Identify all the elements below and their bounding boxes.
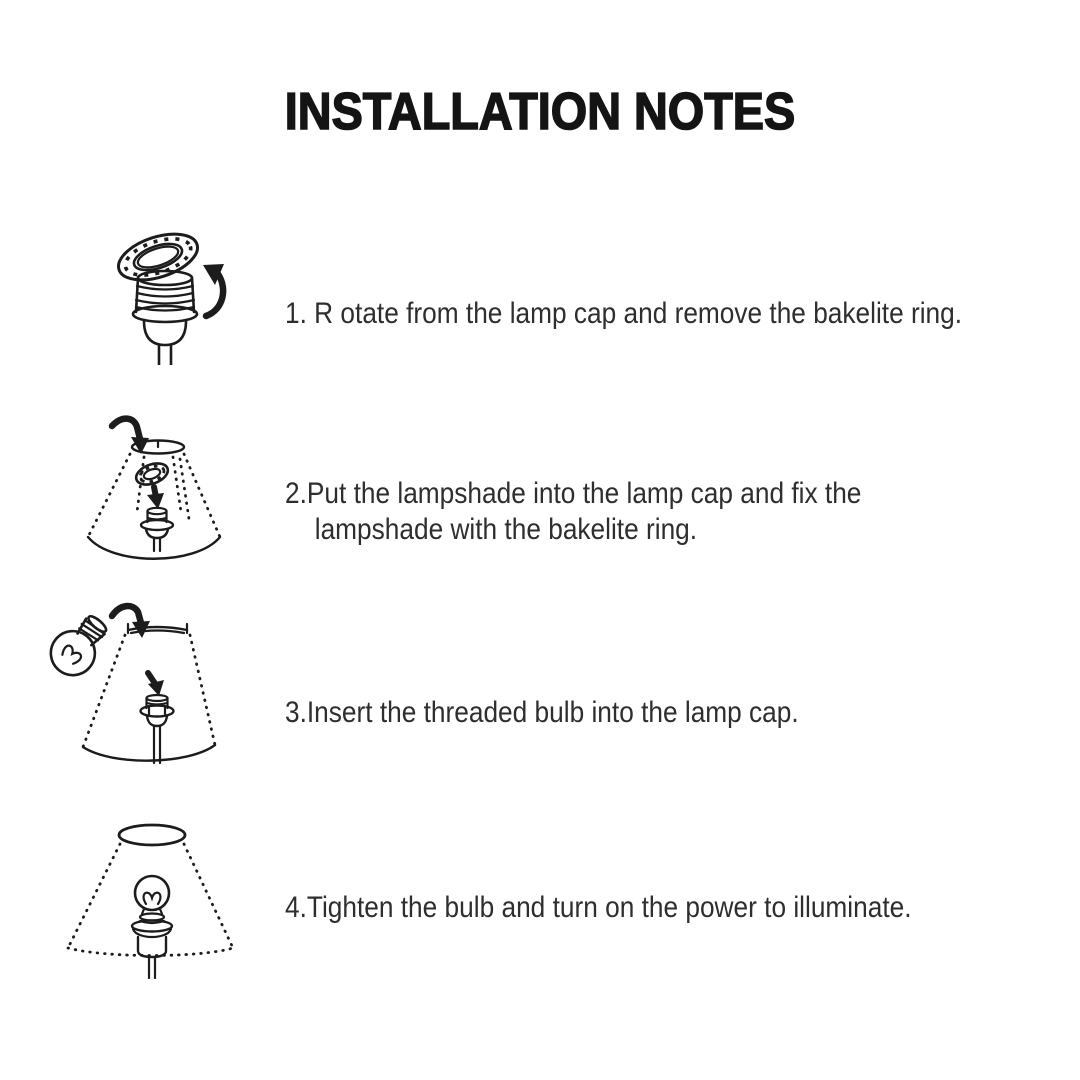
- threaded-bulb-insert-icon: [40, 595, 260, 780]
- tighten-bulb-illuminate-icon: [50, 805, 250, 1000]
- step-3-line: 3.Insert the threaded bulb into the lamp cap.: [285, 696, 799, 729]
- step-4-line: 4.Tighten the bulb and turn on the power to illuminate.: [285, 891, 912, 924]
- step-4-text: [285, 890, 912, 926]
- lamp-cap-rotate-ring-icon: [90, 215, 260, 365]
- step-3-text: [285, 695, 799, 731]
- step-2-line: 2.Put the lampshade into the lamp cap and fix the: [285, 477, 862, 510]
- step-2-text: [285, 476, 861, 547]
- step-1-text: [285, 296, 962, 332]
- step-2-line: lampshade with the bakelite ring.: [314, 512, 698, 546]
- lampshade-bakelite-ring-icon: [70, 410, 260, 580]
- step-1-line: 1. R otate from the lamp cap and remove the bakelite ring.: [285, 297, 963, 330]
- page-title: INSTALLATION NOTES: [284, 83, 796, 141]
